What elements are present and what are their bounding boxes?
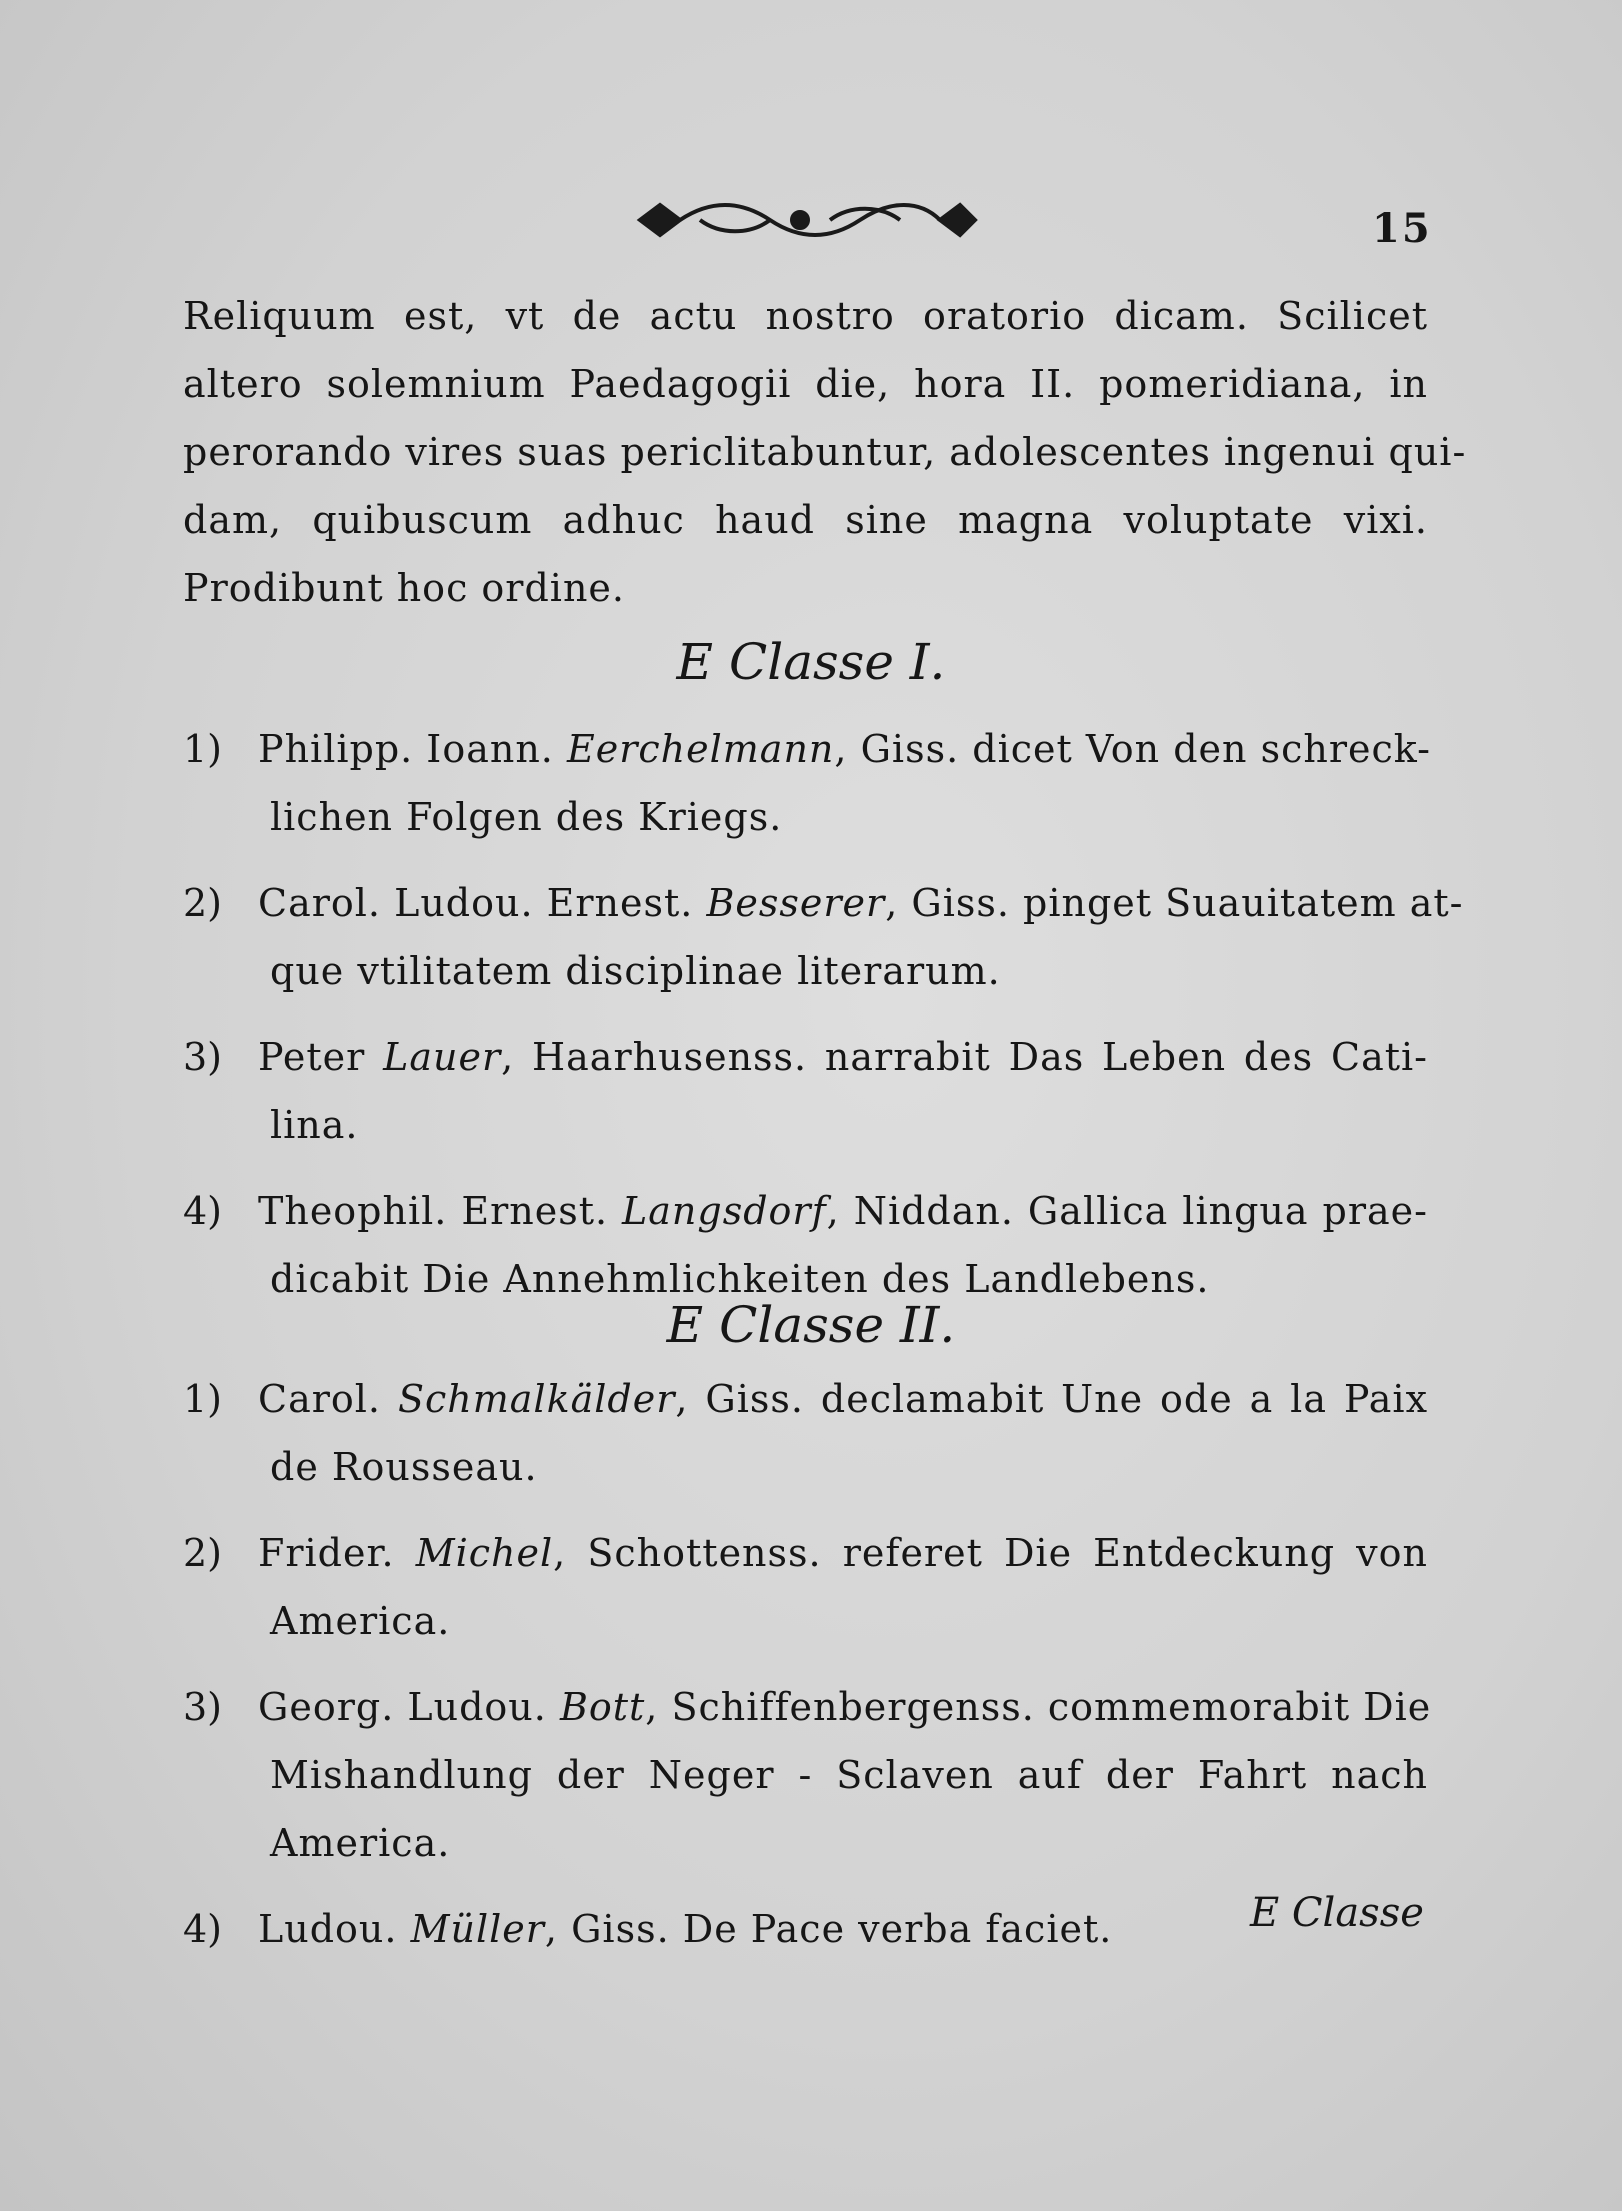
entry-continuation: que vtilitatem disciplinae literarum. <box>270 949 1001 993</box>
entry-continuation: America. <box>270 1599 451 1643</box>
entry-continuation: lichen Folgen des Kriegs. <box>270 795 783 839</box>
entry-text: , Giss. pinget Suauitatem at- <box>885 881 1464 925</box>
entry-text: , Schottenss. referet Die Entdeckung von <box>553 1531 1428 1575</box>
entry-text: , Schiffenbergenss. commemorabit Die <box>645 1685 1432 1729</box>
entry-continuation: dicabit Die Annehmlichkeiten des Landlebens. <box>270 1257 1210 1301</box>
intro-line: Prodibunt hoc ordine. <box>183 566 625 610</box>
entry-prefix: Theophil. Ernest. <box>258 1189 609 1233</box>
list-item <box>183 869 1464 1005</box>
student-name: Eerchelmann <box>566 727 835 771</box>
entry-prefix: Peter <box>258 1035 366 1079</box>
entry-prefix: Ludou. <box>258 1907 398 1951</box>
intro-line: dam, quibuscum adhuc haud sine magna voluptate vixi. <box>183 498 1428 542</box>
entry-text: , Giss. De Pace verba faciet. <box>544 1907 1113 1951</box>
entry-list-classe-2 <box>183 1365 1432 1981</box>
student-name: Schmalkälder <box>397 1377 676 1421</box>
entry-number: 3) <box>183 1035 223 1079</box>
list-item <box>183 1177 1428 1313</box>
entry-continuation: de Rousseau. <box>270 1445 538 1489</box>
entry-continuation: Mishandlung der Neger - Sclaven auf der Fahrt nach <box>270 1753 1428 1797</box>
list-item <box>183 1519 1428 1655</box>
student-name: Bott <box>559 1685 646 1729</box>
entry-prefix: Georg. Ludou. <box>258 1685 547 1729</box>
intro-line: altero solemnium Paedagogii die, hora II. pomeridiana, in <box>183 362 1428 406</box>
student-name: Müller <box>410 1907 545 1951</box>
entry-number: 4) <box>183 1907 223 1951</box>
ornament-header-icon <box>620 185 980 255</box>
list-item <box>183 1365 1428 1501</box>
list-item <box>183 715 1431 851</box>
entry-number: 4) <box>183 1189 223 1233</box>
student-name: Langsdorf <box>622 1189 827 1233</box>
list-item <box>183 1023 1428 1159</box>
section-heading-classe-2: E Classe II. <box>666 1296 956 1354</box>
entry-text: , Giss. dicet Von den schreck- <box>834 727 1431 771</box>
entry-prefix: Carol. Ludou. Ernest. <box>258 881 694 925</box>
entry-prefix: Frider. <box>258 1531 395 1575</box>
entry-continuation: lina. <box>270 1103 359 1147</box>
catchword: E Classe <box>1250 1890 1424 1936</box>
entry-text: , Giss. declamabit Une ode a la Paix <box>675 1377 1428 1421</box>
page-number: 15 <box>1372 205 1432 252</box>
entry-prefix: Philipp. Ioann. <box>258 727 554 771</box>
entry-text: , Haarhusenss. narrabit Das Leben des Cati- <box>501 1035 1428 1079</box>
section-heading-classe-1: E Classe I. <box>676 633 946 691</box>
entry-text: , Niddan. Gallica lingua prae- <box>826 1189 1428 1233</box>
intro-line: perorando vires suas periclitabuntur, adolescentes ingenui qui- <box>183 430 1467 474</box>
entry-prefix: Carol. <box>258 1377 382 1421</box>
entry-number: 2) <box>183 881 223 925</box>
intro-line: Reliquum est, vt de actu nostro oratorio dicam. Scilicet <box>183 294 1428 338</box>
entry-number: 3) <box>183 1685 223 1729</box>
entry-number: 1) <box>183 727 223 771</box>
entry-list-classe-1 <box>183 715 1464 1331</box>
list-item <box>183 1895 1428 1963</box>
entry-number: 2) <box>183 1531 223 1575</box>
entry-continuation: America. <box>270 1821 451 1865</box>
list-item <box>183 1673 1432 1877</box>
student-name: Besserer <box>706 881 886 925</box>
intro-paragraph <box>183 282 1467 622</box>
student-name: Michel <box>415 1531 554 1575</box>
student-name: Lauer <box>383 1035 502 1079</box>
entry-number: 1) <box>183 1377 223 1421</box>
